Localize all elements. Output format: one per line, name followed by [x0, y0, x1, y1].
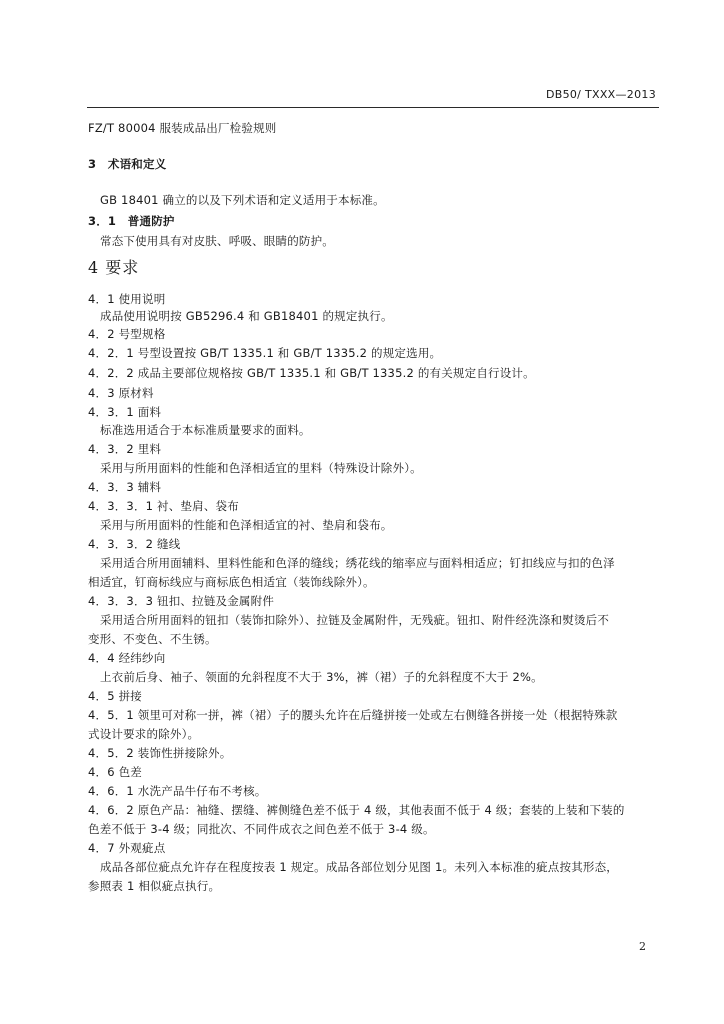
clause-heading: 4．3．2 里料: [88, 442, 162, 456]
body-text: 标准选用适合于本标准质量要求的面料。: [100, 423, 311, 437]
body-text: 上衣前后身、袖子、领面的允斜程度不大于 3%，裤（裙）子的允斜程度不大于 2%。: [100, 670, 543, 684]
clause-text: 4．5．2 装饰性拼接除外。: [88, 746, 232, 760]
page-number: 2: [639, 940, 646, 953]
section-heading: 4 要求: [88, 258, 140, 277]
clause-heading: 4．4 经纬纱向: [88, 651, 166, 665]
clause-heading: 4．7 外观疵点: [88, 841, 166, 855]
body-text: 采用与所用面料的性能和色泽相适宜的里料（特殊设计除外）。: [100, 461, 422, 475]
body-text: 常态下使用具有对皮肤、呼吸、眼睛的防护。: [100, 234, 334, 248]
clause-text: 4．2．2 成品主要部位规格按 GB/T 1335.1 和 GB/T 1335.2 的有关规定自行设计。: [88, 366, 535, 380]
section-heading: 3 术语和定义: [88, 157, 167, 171]
clause-heading: 4．3．1 面料: [88, 405, 162, 419]
body-text: 成品各部位疵点允许存在程度按表 1 规定。成品各部位划分见图 1。未列入本标准的疵点按其形态，: [100, 860, 618, 874]
clause-heading: 4．1 使用说明: [88, 292, 166, 306]
body-text: 相适宜，钉商标线应与商标底色相适宜（装饰线除外）。: [88, 575, 375, 589]
clause-heading: 4．3．3．3 钮扣、拉链及金属附件: [88, 594, 275, 608]
clause-heading: 4．5 拼接: [88, 689, 142, 703]
clause-heading: 4．2 号型规格: [88, 327, 166, 341]
body-text: GB 18401 确立的以及下列术语和定义适用于本标准。: [100, 193, 385, 207]
clause-heading: 4．6 色差: [88, 765, 142, 779]
clause-heading: 4．3．3．1 衬、垫肩、袋布: [88, 499, 239, 513]
header-code: DB50/ TXXX—2013: [545, 88, 656, 101]
body-text: 参照表 1 相似疵点执行。: [88, 879, 221, 893]
reference-line: FZ/T 80004 服装成品出厂检验规则: [88, 121, 277, 135]
body-text: 变形、不变色、不生锈。: [88, 632, 217, 646]
body-text: 采用与所用面料的性能和色泽相适宜的衬、垫肩和袋布。: [100, 518, 393, 532]
body-text: 采用适合所用面辅料、里料性能和色泽的缝线；绣花线的缩率应与面料相适应；钉扣线应与扣的色泽: [100, 556, 615, 570]
clause-text: 4．2．1 号型设置按 GB/T 1335.1 和 GB/T 1335.2 的规定选用。: [88, 346, 442, 360]
clause-heading: 4．3．3 辅料: [88, 480, 162, 494]
clause-heading: 4．3．3．2 缝线: [88, 537, 181, 551]
clause-text: 4．5．1 领里可对称一拼，裤（裙）子的腰头允许在后缝拼接一处或左右侧缝各拼接一处（根据特殊款: [88, 708, 618, 722]
clause-text: 4．6．1 水洗产品牛仔布不考核。: [88, 784, 267, 798]
subsection-heading: 3．1 普通防护: [88, 214, 175, 228]
body-text: 色差不低于 3-4 级；同批次、不同件成衣之间色差不低于 3-4 级。: [88, 822, 435, 836]
header-rule: [87, 107, 659, 108]
clause-text: 4．6．2 原色产品：袖缝、摆缝、裤侧缝色差不低于 4 级，其他表面不低于 4 级；套装的上装和下装的: [88, 803, 625, 817]
body-text: 采用适合所用面料的钮扣（装饰扣除外）、拉链及金属附件，无残疵。钮扣、附件经洗涤和熨烫后不: [100, 613, 610, 627]
body-text: 成品使用说明按 GB5296.4 和 GB18401 的规定执行。: [100, 309, 393, 323]
clause-heading: 4．3 原材料: [88, 386, 154, 400]
body-text: 式设计要求的除外）。: [88, 727, 200, 741]
